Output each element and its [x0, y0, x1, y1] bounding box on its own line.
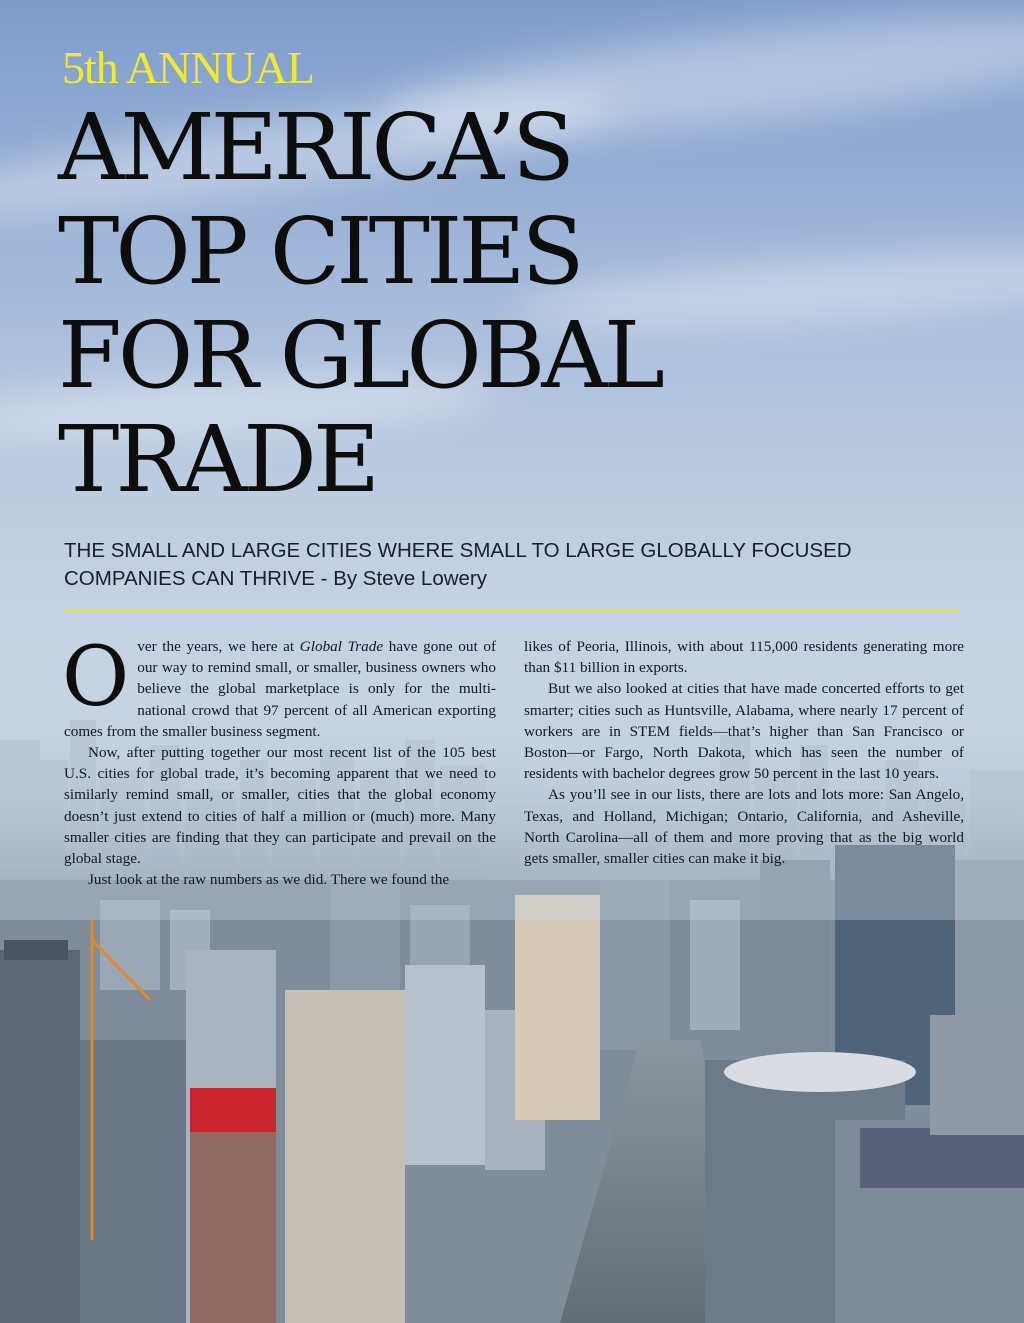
publication-name: Global Trade [299, 638, 384, 655]
body-column-left [62, 630, 497, 890]
headline-line: TRADE [58, 406, 376, 513]
body-column-right [524, 636, 964, 869]
paragraph-text: have gone out of our way to remind small, or smaller, business owners who believe the global marketplace is only for the multi-national crowd that 97 percent of all American exporting comes from the smaller business segment. [64, 638, 497, 740]
body-paragraph: Now, after putting together our most recent list of the 105 best U.S. cities for global trade, it’s becoming apparent that we need to similarly remind small, or smaller, cities that the global economy doesn’t just extend to cities of half a million or (much) more. Many smaller cities are finding that they can participate and prevail on the global stage. [64, 744, 496, 868]
headline-line: FOR GLOBAL [58, 302, 661, 409]
body-paragraph: likes of Peoria, Illinois, with about 115,000 residents generating more than $11 billion in exports. [524, 638, 964, 677]
headline-line: AMERICA’S [58, 94, 571, 201]
divider-rule [64, 610, 960, 612]
paragraph-text: ver the years, we here at [137, 638, 300, 655]
issue-kicker: 5th ANNUAL [62, 42, 314, 93]
body-paragraph [62, 630, 497, 742]
body-paragraph: As you’ll see in our lists, there are lots and lots more: San Angelo, Texas, and Holland, Michigan; Ontario, California, and Asheville, North Carolina—all of them and more proving that as the big world gets smaller, smaller cities can make it big. [524, 786, 964, 868]
headline-line: TOP CITIES [58, 198, 581, 305]
body-paragraph: But we also looked at cities that have made concerted efforts to get smarter; cities such as Huntsville, Alabama, where nearly 17 percent of workers are in STEM fields—that’s higher than San Francisco or Boston—or Fargo, North Dakota, which has seen the number of residents with bachelor degrees grow 50 percent in the last 10 years. [524, 680, 964, 783]
headline [58, 96, 978, 512]
drop-cap: O [62, 630, 130, 725]
subheadline-byline: THE SMALL AND LARGE CITIES WHERE SMALL TO LARGE GLOBALLY FOCUSED COMPANIES CAN THRIVE - By Steve Lowery [64, 539, 852, 590]
body-paragraph: Just look at the raw numbers as we did. There we found the [88, 871, 450, 889]
